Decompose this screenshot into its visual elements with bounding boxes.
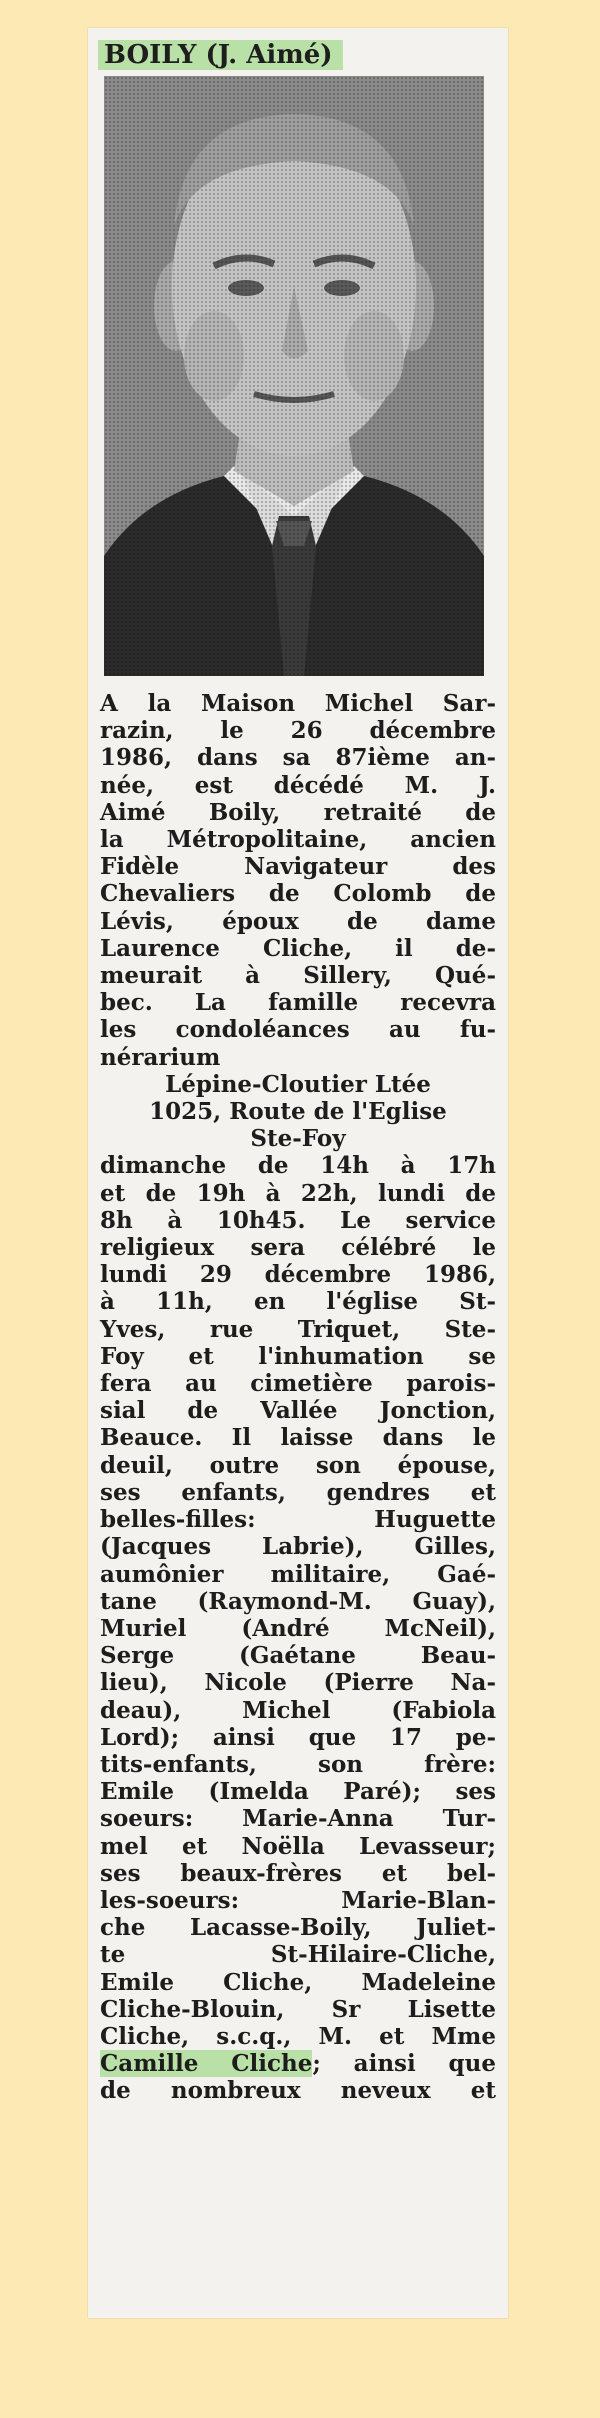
text-line: bec. La famille recevra: [100, 989, 496, 1017]
text-line: Cliche, s.c.q., M. et Mme: [100, 2022, 496, 2050]
text-line: deuil, outre son épouse,: [100, 1451, 496, 1479]
text-line: aumônier militaire, Gaé-: [100, 1560, 496, 1588]
text-line: 8h à 10h45. Le service: [100, 1206, 496, 1234]
obituary-header: [98, 34, 343, 76]
obituary-name: BOILY (J. Aimé): [98, 40, 343, 70]
text-line: les-soeurs: Marie-Blan-: [100, 1886, 496, 1914]
text-line: tits-enfants, son frère:: [100, 1750, 496, 1778]
text-line: sial de Vallée Jonction,: [100, 1397, 496, 1425]
text-line: razin, le 26 décembre: [100, 717, 496, 745]
text-line: religieux sera célébré le: [100, 1234, 496, 1262]
text-line: née, est décédé M. J.: [100, 771, 496, 799]
text-line: (Jacques Labrie), Gilles,: [100, 1533, 496, 1561]
text-line: 1986, dans sa 87ième an-: [100, 744, 496, 772]
text-line: Cliche-Blouin, Sr Lisette: [100, 1995, 496, 2023]
funeral-home-address: 1025, Route de l'Eglise: [149, 1098, 447, 1126]
text-line: meurait à Sillery, Qué-: [100, 962, 496, 990]
text-line: mel et Noëlla Levasseur;: [100, 1832, 496, 1860]
text-line: à 11h, en l'église St-: [100, 1288, 496, 1316]
text-line: Lévis, époux de dame: [100, 907, 496, 935]
text-line: Emile (Imelda Paré); ses: [100, 1778, 496, 1806]
highlighted-text-line: [100, 2050, 496, 2077]
text-line: nérarium: [100, 1043, 221, 1071]
text-line: Yves, rue Triquet, Ste-: [100, 1315, 496, 1343]
text-line: la Métropolitaine, ancien: [100, 826, 496, 854]
text-line: deau), Michel (Fabiola: [100, 1696, 496, 1724]
text-line: Fidèle Navigateur des: [100, 853, 496, 881]
highlighted-name: Camille Cliche: [100, 2050, 313, 2078]
highlight-line-rest: ; ainsi que: [312, 2050, 496, 2078]
text-line: Muriel (André McNeil),: [100, 1614, 496, 1642]
text-line: belles-filles: Huguette: [100, 1506, 496, 1534]
text-line: Aimé Boily, retraité de: [100, 798, 496, 826]
text-line: ses beaux-frères et bel-: [100, 1859, 496, 1887]
funeral-home-name: Lépine-Cloutier Ltée: [165, 1070, 431, 1098]
text-line: ses enfants, gendres et: [100, 1478, 496, 1506]
text-line: Beauce. Il laisse dans le: [100, 1424, 496, 1452]
text-line: lieu), Nicole (Pierre Na-: [100, 1669, 496, 1697]
text-line: A la Maison Michel Sar-: [100, 690, 496, 717]
text-line: fera au cimetière parois-: [100, 1370, 496, 1398]
newspaper-clipping: [88, 28, 508, 2318]
halftone-overlay: [104, 76, 484, 676]
text-line: Laurence Cliche, il de-: [100, 934, 496, 962]
text-line: Serge (Gaétane Beau-: [100, 1642, 496, 1670]
text-line: lundi 29 décembre 1986,: [100, 1261, 496, 1289]
portrait-photo: [104, 76, 484, 676]
text-line: et de 19h à 22h, lundi de: [100, 1179, 496, 1207]
text-line: che Lacasse-Boily, Juliet-: [100, 1914, 496, 1942]
text-line: Chevaliers de Colomb de: [100, 880, 496, 908]
text-line: dimanche de 14h à 17h: [100, 1152, 496, 1180]
text-line: Lord); ainsi que 17 pe-: [100, 1723, 496, 1751]
text-line: tane (Raymond-M. Guay),: [100, 1587, 496, 1615]
text-line: Foy et l'inhumation se: [100, 1342, 496, 1370]
text-line: soeurs: Marie-Anna Tur-: [100, 1805, 496, 1833]
obituary-text: [100, 690, 496, 2105]
text-line: te St-Hilaire-Cliche,: [100, 1941, 496, 1969]
text-line: les condoléances au fu-: [100, 1016, 496, 1044]
cut-off-text-line: de nombreux neveux et: [100, 2077, 496, 2105]
funeral-home-city: Ste-Foy: [250, 1125, 346, 1153]
text-line: Emile Cliche, Madeleine: [100, 1968, 496, 1996]
